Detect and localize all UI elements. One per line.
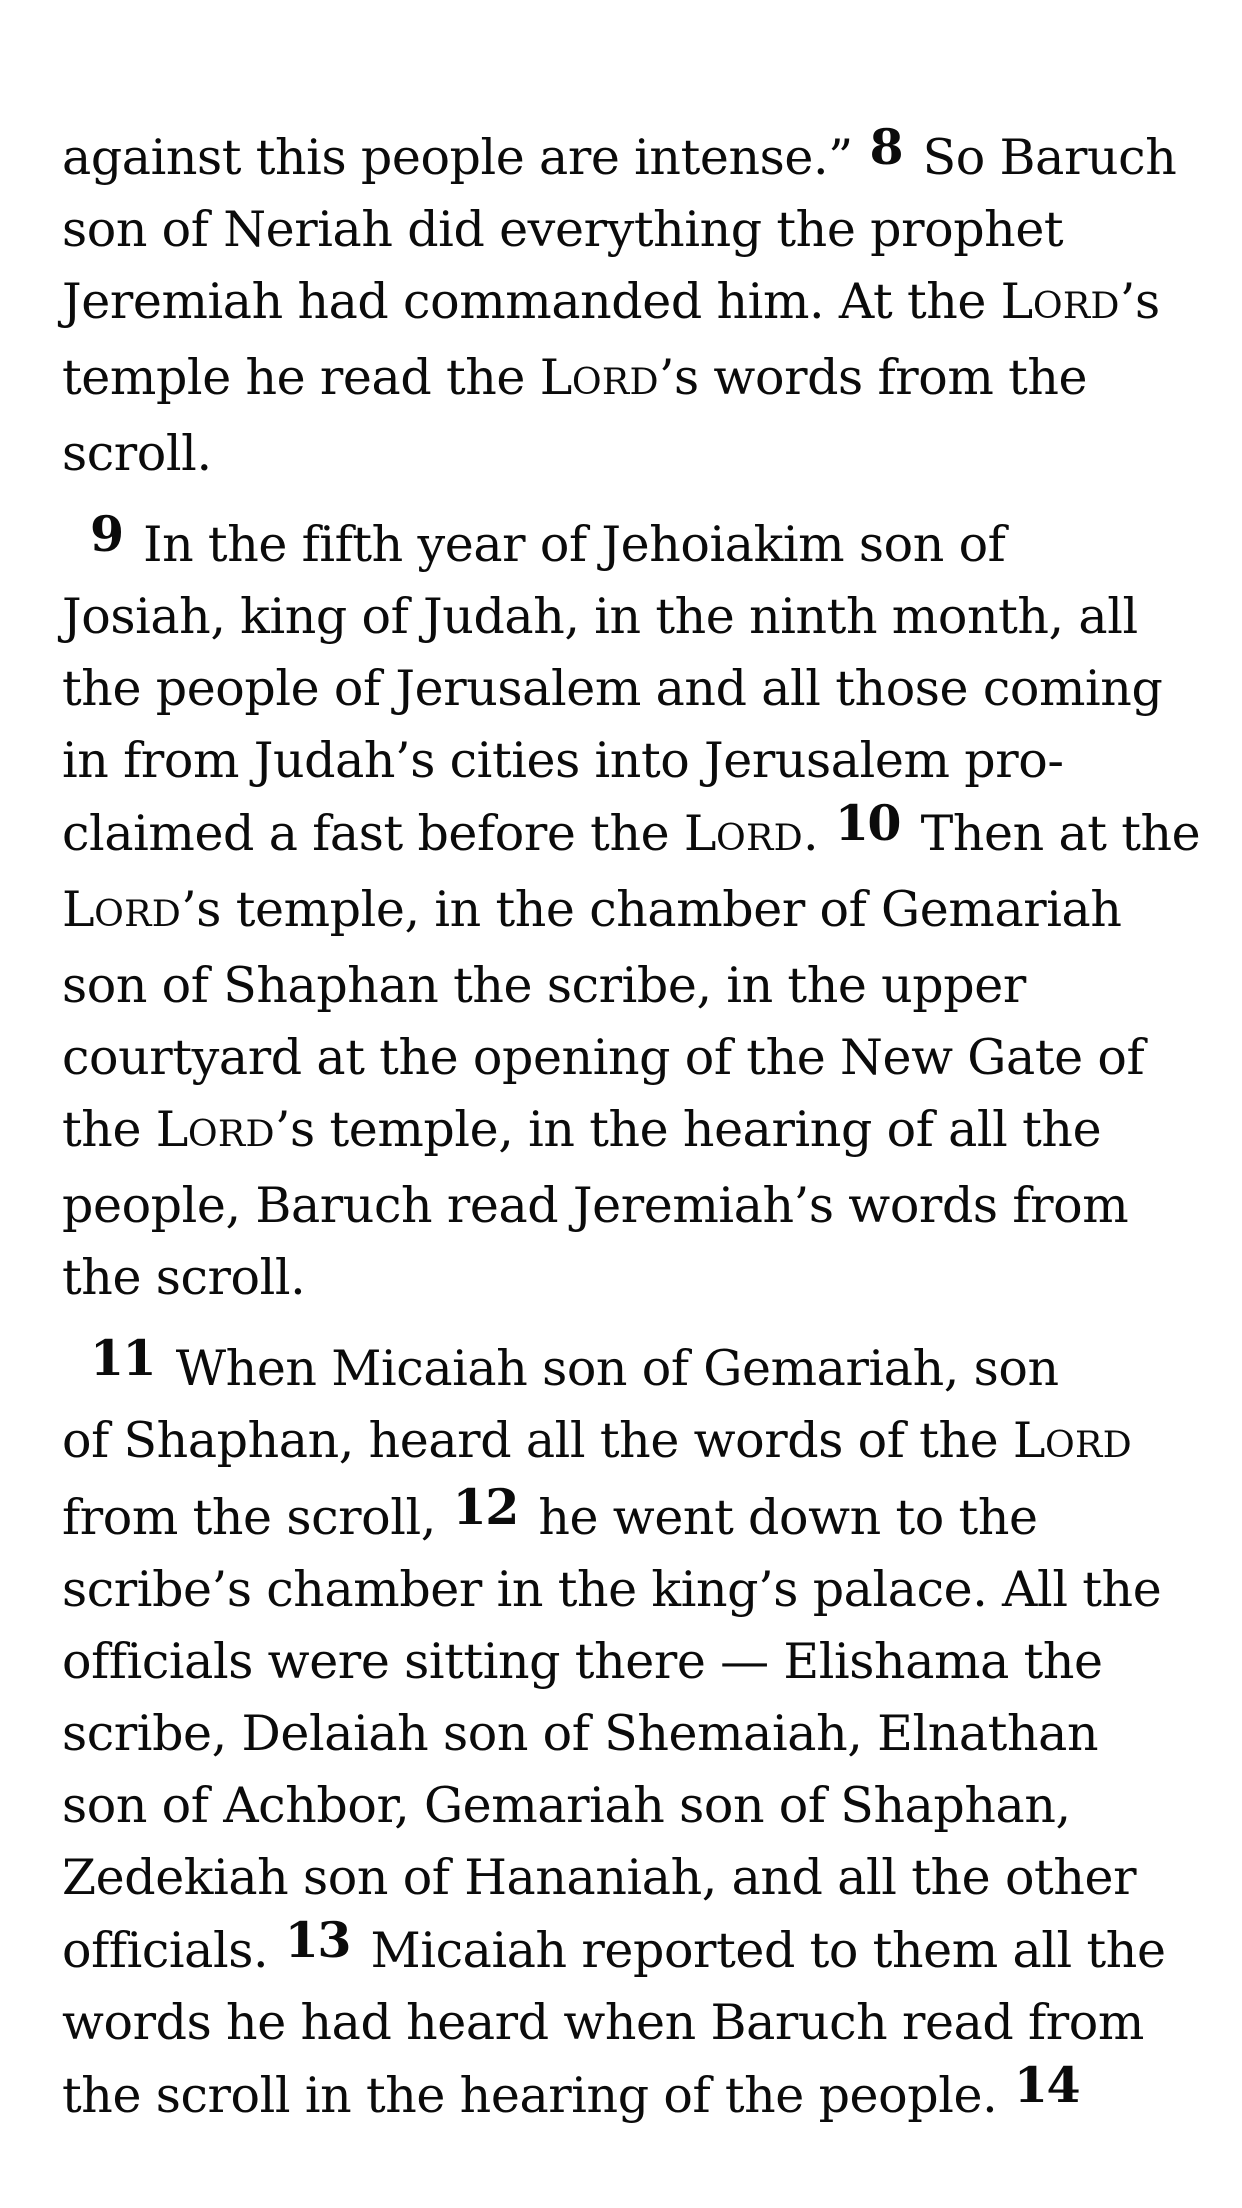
verse-text: the: [62, 1101, 156, 1158]
verse-text: ’s: [1119, 273, 1160, 330]
verse-text: he went down to the: [523, 1489, 1038, 1546]
verse-text: Jeremiah had commanded him. At the: [62, 273, 1001, 330]
text-line[interactable]: [62, 653, 1208, 725]
verse-text: the people of Jerusalem and all those coming: [62, 660, 1163, 717]
text-line[interactable]: [62, 1094, 1208, 1170]
verse-number[interactable]: 13: [284, 1911, 350, 1970]
verse-text: the scroll in the hearing of the people.: [62, 2067, 1012, 2124]
verse-text: people, Baruch read Jeremiah’s words from: [62, 1177, 1129, 1234]
divine-name-smallcaps: ORD: [1045, 1423, 1133, 1466]
verse-text: .: [803, 805, 833, 862]
text-line[interactable]: [62, 418, 1208, 490]
divine-name: LORD: [1012, 1412, 1133, 1469]
verse-text: son of Achbor, Gemariah son of Shaphan,: [62, 1777, 1071, 1834]
verse-text: against this people are intense.”: [62, 129, 868, 186]
verse-text: So Baruch: [907, 129, 1177, 186]
text-line[interactable]: [62, 1329, 1208, 1405]
verse-text: Then at the: [905, 805, 1201, 862]
verse-text: officials.: [62, 1922, 283, 1979]
divine-name-smallcaps: ORD: [1032, 284, 1120, 327]
text-line[interactable]: [62, 874, 1208, 950]
text-line[interactable]: [62, 1770, 1208, 1842]
verse-text: from the scroll,: [62, 1489, 451, 1546]
verse-text: temple he read the: [62, 349, 540, 406]
divine-name: LORD: [62, 881, 182, 938]
text-line[interactable]: [62, 342, 1208, 418]
verse-text: words he had heard when Baruch read from: [62, 1994, 1144, 2051]
verse-text: ’s temple, in the hearing of all the: [274, 1101, 1102, 1158]
text-line[interactable]: [62, 1698, 1208, 1770]
verse-text: Josiah, king of Judah, in the ninth month, all: [62, 588, 1138, 645]
verse-text: courtyard at the opening of the New Gate of: [62, 1029, 1145, 1086]
verse-number[interactable]: 9: [89, 505, 123, 564]
text-line[interactable]: [62, 194, 1208, 266]
verse-number[interactable]: 11: [89, 1329, 156, 1388]
verse-text: In the fifth year of Jehoiakim son of: [128, 516, 1006, 573]
paragraph: [62, 505, 1208, 1314]
text-line[interactable]: [62, 1242, 1208, 1314]
text-line[interactable]: [62, 581, 1208, 653]
verse-text: of Shaphan, heard all the words of the: [62, 1412, 1013, 1469]
verse-number[interactable]: 14: [1013, 2056, 1080, 2115]
verse-text: Micaiah reported to them all the: [355, 1922, 1166, 1979]
verse-text: the scroll.: [62, 1249, 306, 1306]
text-line[interactable]: [62, 1842, 1208, 1914]
verse-text: When Micaiah son of Gemariah, son: [161, 1340, 1059, 1397]
verse-text: scroll.: [62, 425, 212, 482]
text-line[interactable]: [62, 2056, 1208, 2132]
divine-name: LORD: [683, 805, 804, 862]
divine-name: LORD: [1000, 273, 1120, 330]
text-line[interactable]: [62, 118, 1208, 194]
verse-text: in from Judah’s cities into Jerusalem pro-: [62, 732, 1064, 789]
text-line[interactable]: [62, 1405, 1208, 1481]
scripture-text: [62, 118, 1208, 2132]
text-line[interactable]: [62, 1478, 1208, 1554]
text-line[interactable]: [62, 1911, 1208, 1987]
verse-text: ’s words from the: [658, 349, 1088, 406]
verse-text: scribe, Delaiah son of Shemaiah, Elnathan: [62, 1705, 1099, 1762]
text-line[interactable]: [62, 1022, 1208, 1094]
paragraph: [62, 1329, 1208, 2132]
verse-text: ’s temple, in the chamber of Gemariah: [181, 881, 1122, 938]
text-line[interactable]: [62, 725, 1208, 797]
divine-name: LORD: [539, 349, 659, 406]
text-line[interactable]: [62, 1554, 1208, 1626]
verse-text: son of Shaphan the scribe, in the upper: [62, 957, 1026, 1014]
text-line[interactable]: [62, 1626, 1208, 1698]
verse-number[interactable]: 8: [869, 118, 903, 177]
text-line[interactable]: [62, 1987, 1208, 2059]
verse-text: officials were sitting there — Elishama the: [62, 1633, 1103, 1690]
text-line[interactable]: [62, 794, 1208, 874]
divine-name-smallcaps: ORD: [187, 1112, 275, 1155]
text-line[interactable]: [62, 950, 1208, 1022]
verse-number[interactable]: 12: [452, 1478, 518, 1537]
verse-text: scribe’s chamber in the king’s palace. All the: [62, 1561, 1162, 1618]
divine-name-smallcaps: ORD: [94, 892, 182, 935]
divine-name: LORD: [155, 1101, 275, 1158]
text-line[interactable]: [62, 505, 1208, 581]
verse-text: son of Neriah did everything the prophet: [62, 201, 1064, 258]
verse-number[interactable]: 10: [834, 794, 901, 853]
paragraph: [62, 118, 1208, 490]
divine-name-smallcaps: ORD: [716, 816, 804, 859]
verse-text: claimed a fast before the: [62, 805, 684, 862]
verse-text: Zedekiah son of Hananiah, and all the other: [62, 1849, 1137, 1906]
text-line[interactable]: [62, 266, 1208, 342]
divine-name-smallcaps: ORD: [571, 360, 659, 403]
text-line[interactable]: [62, 1170, 1208, 1242]
